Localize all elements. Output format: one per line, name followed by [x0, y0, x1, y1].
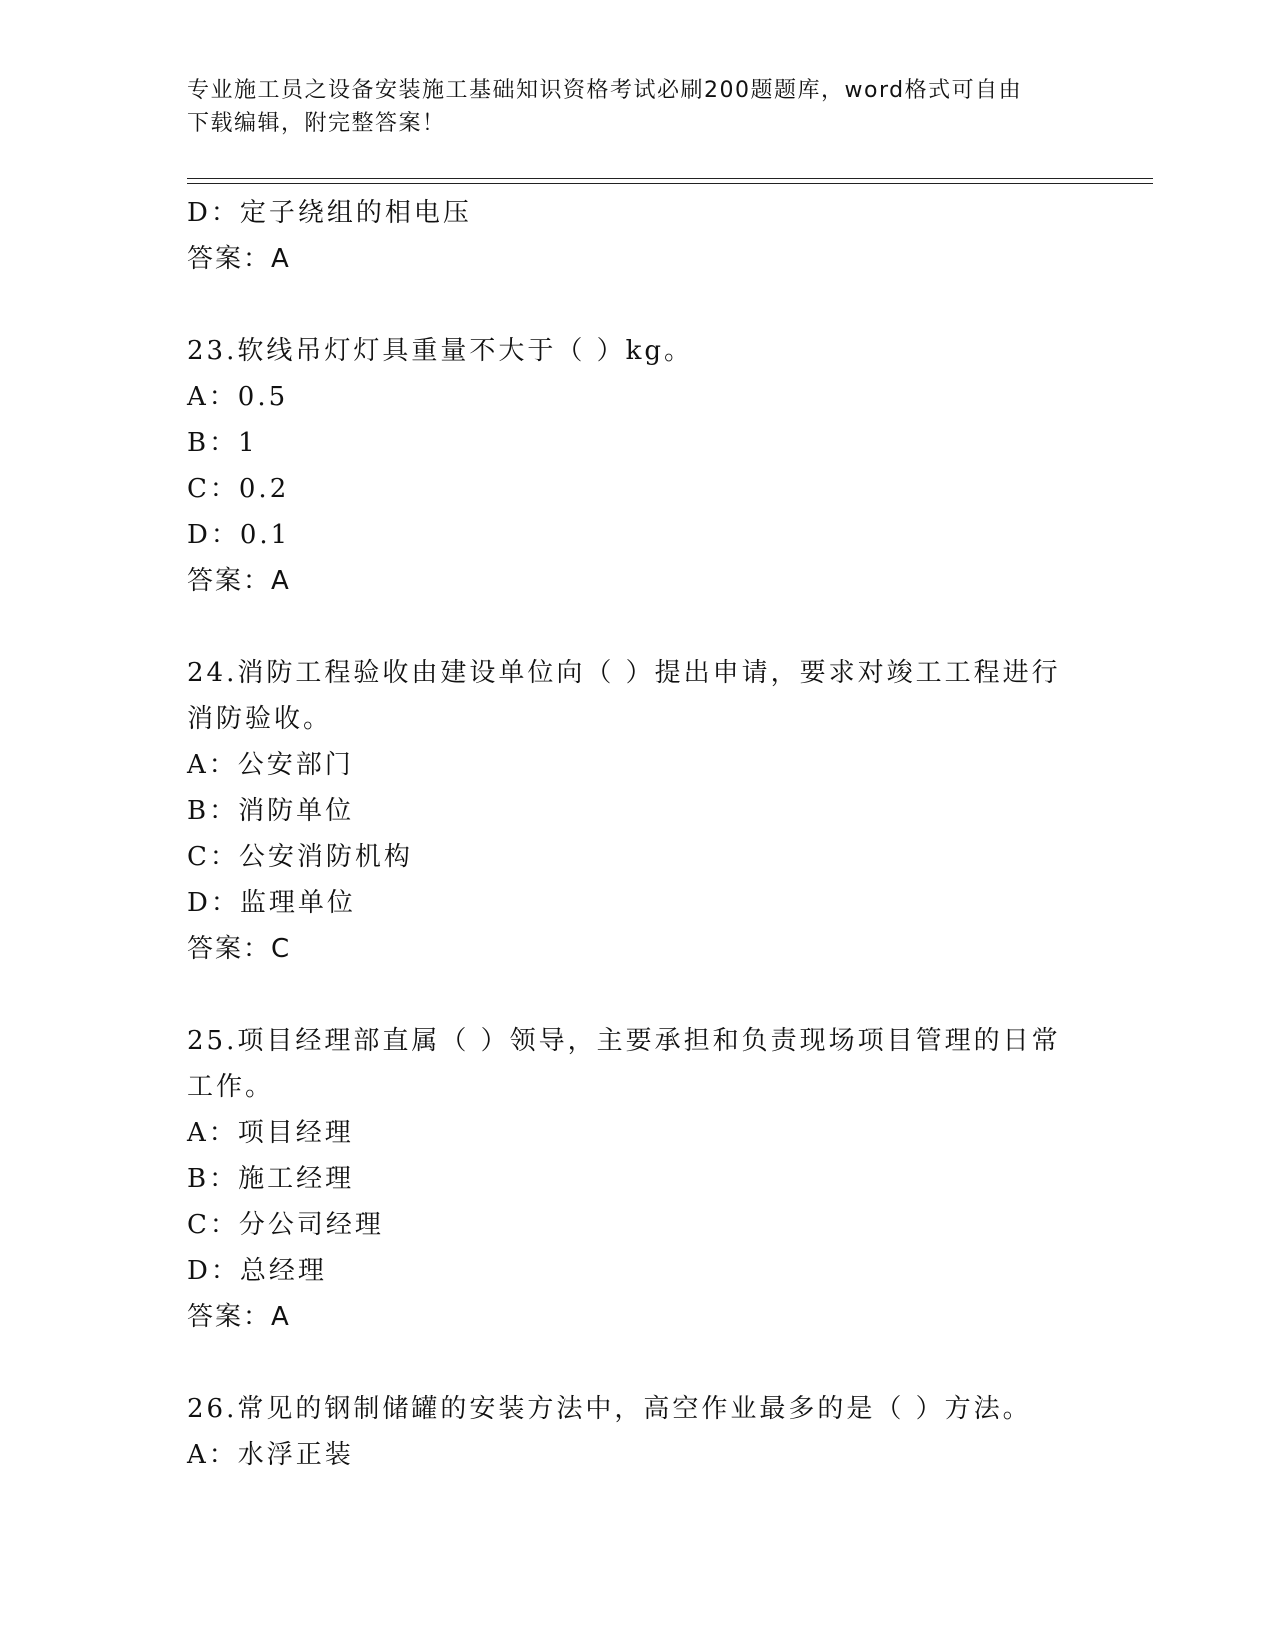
option-a-q26: A：水浮正装: [187, 1440, 354, 1470]
answer-q22: 答案：A: [187, 244, 291, 274]
option-c-q25: C：分公司经理: [187, 1210, 384, 1240]
header-line-2: 下载编辑，附完整答案！: [187, 111, 446, 136]
spacer: [187, 282, 1087, 328]
question-stem-25-line2: 工作。: [187, 1072, 275, 1102]
question-stem-24-line2: 消防验收。: [187, 704, 333, 734]
option-a-q23: A：0.5: [187, 382, 289, 412]
header-line-1: 专业施工员之设备安装施工基础知识资格考试必刷200题题库，word格式可自由: [187, 78, 1023, 103]
option-b-q24: B：消防单位: [187, 796, 355, 826]
question-stem-25-line1: 25.项目经理部直属（ ）领导，主要承担和负责现场项目管理的日常: [187, 1026, 1061, 1056]
answer-q24: 答案：C: [187, 934, 292, 964]
question-stem-23: 23.软线吊灯灯具重量不大于（ ）kg。: [187, 336, 694, 366]
option-d-q24: D：监理单位: [187, 888, 356, 918]
option-c-q23: C：0.2: [187, 474, 290, 504]
question-stem-24-line1: 24.消防工程验收由建设单位向（ ）提出申请，要求对竣工工程进行: [187, 658, 1061, 688]
option-d-q22: D：定子绕组的相电压: [187, 198, 472, 228]
option-a-q25: A：项目经理: [187, 1118, 354, 1148]
spacer: [187, 604, 1087, 650]
answer-q23: 答案：A: [187, 566, 291, 596]
question-stem-26: 26.常见的钢制储罐的安装方法中，高空作业最多的是（ ）方法。: [187, 1394, 1032, 1424]
header-divider-top: [187, 178, 1153, 179]
option-b-q25: B：施工经理: [187, 1164, 355, 1194]
option-c-q24: C：公安消防机构: [187, 842, 413, 872]
option-b-q23: B：1: [187, 428, 258, 458]
question-list: [187, 190, 1087, 1478]
option-d-q25: D：总经理: [187, 1256, 327, 1286]
option-d-q23: D：0.1: [187, 520, 291, 550]
option-a-q24: A：公安部门: [187, 750, 354, 780]
answer-q25: 答案：A: [187, 1302, 291, 1332]
document-header: [187, 74, 1087, 140]
spacer: [187, 1340, 1087, 1386]
header-divider-bottom: [187, 183, 1153, 184]
spacer: [187, 972, 1087, 1018]
